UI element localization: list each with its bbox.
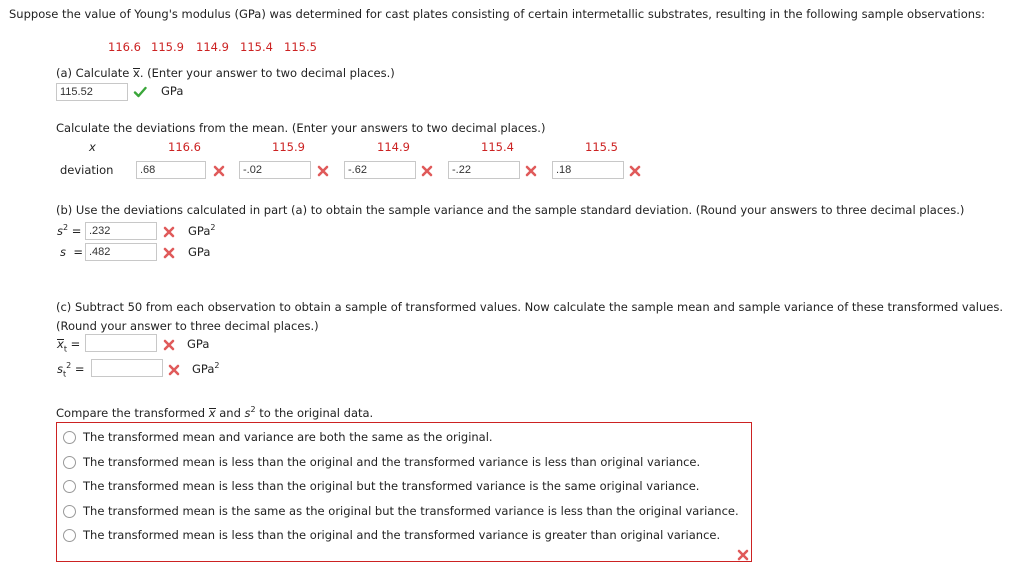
std-dev-input[interactable]: .482: [85, 243, 157, 261]
observation-header: 115.4: [481, 140, 514, 154]
observation: 116.6: [108, 40, 141, 54]
part-b-prompt: (b) Use the deviations calculated in part (a) to obtain the sample variance and the sample standard deviation. (Round your answers to three decimal places.): [56, 203, 965, 217]
x-mark-icon: [628, 164, 642, 178]
x-bar-symbol: x: [133, 66, 140, 80]
radio-button[interactable]: [63, 529, 76, 542]
std-dev-unit: GPa: [188, 245, 211, 259]
observation-header: 115.5: [585, 140, 618, 154]
variance-input[interactable]: .232: [85, 222, 157, 240]
transformed-mean-label: $x_t$ =: [57, 337, 81, 354]
observation: 115.5: [284, 40, 317, 54]
observation: 114.9: [196, 40, 229, 54]
choice-label: The transformed mean is less than the original and the transformed variance is less than original variance.: [83, 455, 701, 469]
deviation-input-5[interactable]: .18: [552, 161, 624, 179]
observation-header: 114.9: [377, 140, 410, 154]
deviation-row-label: deviation: [60, 163, 114, 177]
part-c-rounding-note: (Round your answer to three decimal places.): [56, 319, 319, 333]
x-mark-icon: [162, 338, 176, 352]
variance-label: $s^2$ =: [57, 223, 82, 238]
deviation-input-2[interactable]: -.02: [239, 161, 311, 179]
deviations-prompt: Calculate the deviations from the mean. (Enter your answers to two decimal places.): [56, 121, 546, 135]
part-c-prompt: (c) Subtract 50 from each observation to obtain a sample of transformed values. Now calculate the sample mean and sample variance of these transformed values.: [56, 300, 1003, 314]
x-mark-icon: [167, 363, 181, 377]
observation-header: 116.6: [168, 140, 201, 154]
std-dev-label: s =: [60, 245, 83, 259]
radio-button[interactable]: [63, 480, 76, 493]
x-column-header: x: [89, 140, 96, 154]
problem-intro: Suppose the value of Young's modulus (GPa) was determined for cast plates consisting of certain intermetallic substrates, resulting in the following sample observations:: [9, 7, 985, 21]
part-a-prompt: (a) Calculate x. (Enter your answer to two decimal places.): [56, 66, 395, 80]
observation-header: 115.9: [272, 140, 305, 154]
mean-answer-input[interactable]: 115.52: [56, 83, 128, 101]
x-mark-icon: [524, 164, 538, 178]
radio-button[interactable]: [63, 505, 76, 518]
answer-choices: [56, 422, 752, 562]
choice-label: The transformed mean is less than the original and the transformed variance is greater than original variance.: [83, 528, 721, 542]
transformed-variance-label: $s_t^2$ =: [57, 361, 85, 379]
radio-button[interactable]: [63, 456, 76, 469]
variance-unit: GPa$^2$: [188, 223, 216, 238]
transformed-variance-unit: GPa$^2$: [192, 361, 220, 376]
x-mark-icon: [420, 164, 434, 178]
check-icon: [133, 85, 147, 99]
deviation-input-1[interactable]: .68: [136, 161, 206, 179]
unit-label: GPa: [161, 84, 184, 98]
deviation-input-4[interactable]: -.22: [448, 161, 520, 179]
choice-label: The transformed mean is the same as the original but the transformed variance is less than the original variance.: [83, 504, 739, 518]
x-mark-icon: [212, 164, 226, 178]
transformed-variance-input[interactable]: [91, 359, 163, 377]
x-mark-icon: [736, 548, 750, 562]
choice-label: The transformed mean and variance are both the same as the original.: [83, 430, 493, 444]
deviation-input-3[interactable]: -.62: [344, 161, 416, 179]
observation: 115.4: [240, 40, 273, 54]
choice-label: The transformed mean is less than the original but the transformed variance is the same original variance.: [83, 479, 700, 493]
transformed-mean-input[interactable]: [85, 334, 157, 352]
x-mark-icon: [316, 164, 330, 178]
compare-prompt: Compare the transformed x and $s^2$ to the original data.: [56, 405, 374, 420]
transformed-mean-unit: GPa: [187, 337, 210, 351]
observation: 115.9: [151, 40, 184, 54]
x-mark-icon: [162, 225, 176, 239]
x-mark-icon: [162, 246, 176, 260]
radio-button[interactable]: [63, 431, 76, 444]
